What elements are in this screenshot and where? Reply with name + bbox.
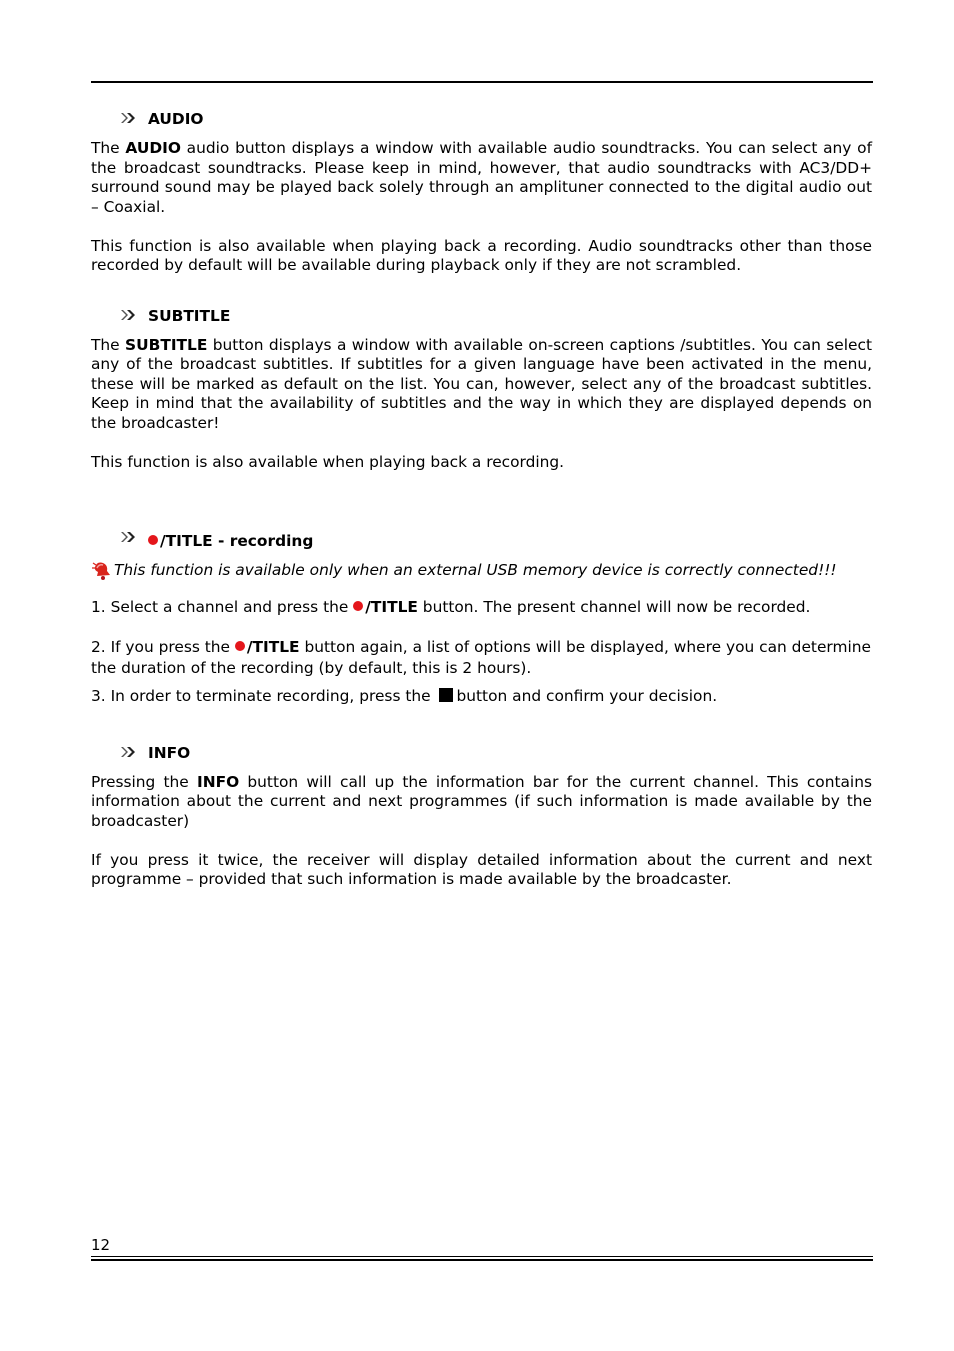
- record-dot-icon: [235, 641, 245, 651]
- page-content: [91, 108, 872, 890]
- page-number: 12: [91, 1236, 111, 1254]
- heading-text: AUDIO: [148, 110, 204, 128]
- double-chevron-icon: [120, 112, 136, 124]
- double-chevron-icon: [120, 746, 136, 758]
- section-heading-recording: [91, 530, 872, 552]
- audio-paragraph-2: This function is also available when playing back a recording. Audio soundtracks other than those recorded by default will be available during playback only if they are not scrambled.: [91, 236, 872, 274]
- recording-step-1: 1. Select a channel and press the /TITLE button. The present channel will now be recorded.: [91, 597, 811, 616]
- bell-icon: [91, 559, 113, 581]
- double-chevron-icon: [120, 531, 136, 543]
- footer-rule: [91, 1259, 873, 1261]
- subtitle-paragraph-1: The SUBTITLE button displays a window with available on-screen captions /subtitles. You can select any of the broadcast subtitles. If subtitles for a given language have been activated in the menu, these will be marked as default on the list. You can, however, select any of the broadcast subtitles. Keep in mind that the availability of subtitles and the way in which they are displayed depends on the broadcaster!: [91, 335, 872, 432]
- header-rule: [91, 81, 873, 83]
- info-paragraph-1: Pressing the INFO button will call up the information bar for the current channel. This contains information about the current and next programmes (if such information is made available by the broadcaster): [91, 772, 872, 830]
- record-dot-icon: [353, 601, 363, 611]
- record-dot-icon: [148, 535, 158, 545]
- double-chevron-icon: [120, 309, 136, 321]
- footer-rule: [91, 1256, 873, 1257]
- section-heading-subtitle: [91, 305, 872, 327]
- subtitle-paragraph-2: This function is also available when playing back a recording.: [91, 452, 565, 471]
- heading-text: INFO: [148, 743, 191, 762]
- heading-text: /TITLE - recording: [160, 532, 314, 550]
- info-paragraph-2: If you press it twice, the receiver will display detailed information about the current and next programme – provided that such information is made available by the broadcaster.: [91, 850, 872, 888]
- section-heading-audio: [91, 108, 872, 130]
- audio-paragraph-1: The AUDIO audio button displays a window with available audio soundtracks. You can select any of the broadcast soundtracks. Please keep in mind, however, that audio soundtracks with AC3/DD+ surround sound may be played back solely through an amplituner connected to the digital audio out – Coaxial.: [91, 139, 872, 216]
- usb-note: This function is available only when an external USB memory device is correctly connected!!!: [91, 561, 872, 581]
- heading-text: SUBTITLE: [148, 306, 231, 325]
- recording-step-2: 2. If you press the /TITLE button again, a list of options will be displayed, where you can determine the duration of the recording (by default, this is 2 hours).: [91, 638, 871, 677]
- stop-square-icon: [439, 688, 453, 702]
- section-heading-info: [91, 742, 872, 764]
- recording-step-3: 3. In order to terminate recording, press the button and confirm your decision.: [91, 687, 718, 705]
